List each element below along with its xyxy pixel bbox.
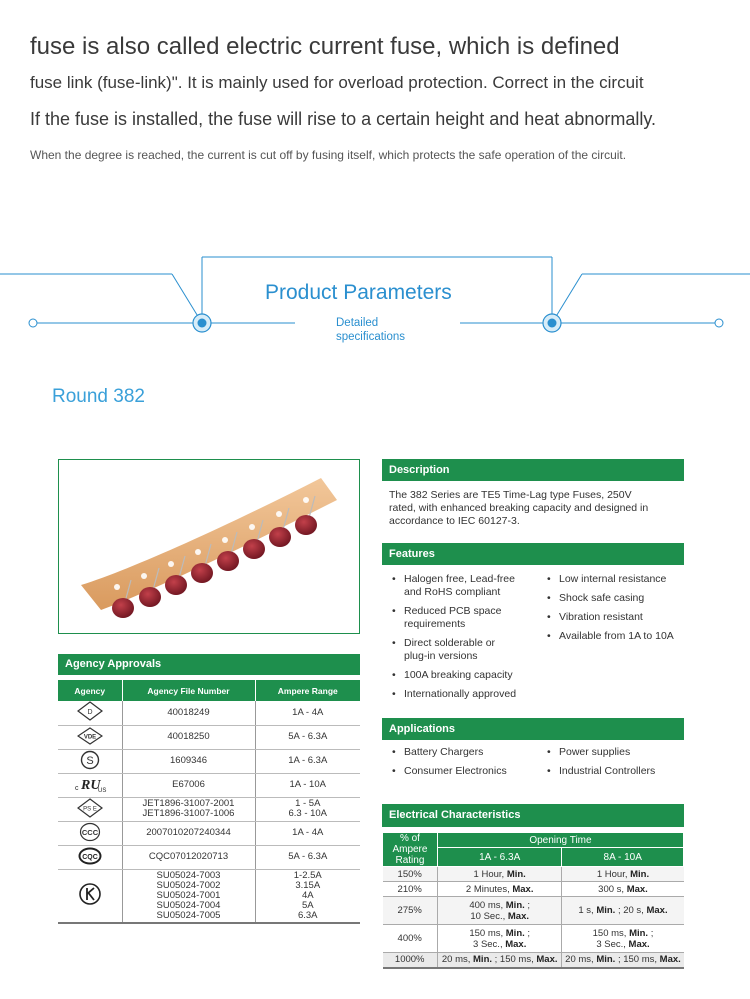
- file-number-line: E67006: [172, 779, 205, 790]
- table-row: [58, 797, 360, 821]
- cul-us-icon: [73, 774, 107, 797]
- limit-label: Max.: [536, 954, 558, 966]
- ampere-range: [255, 869, 360, 923]
- rating-header-line: % of: [399, 833, 420, 844]
- list-item-line: • Internationally approved: [404, 688, 517, 700]
- time-text: 150 ms,: [592, 927, 630, 939]
- list-item-line: requirements: [404, 618, 466, 630]
- time-line: [438, 939, 562, 950]
- list-item: [390, 637, 540, 663]
- opening-time-high: [562, 867, 684, 882]
- time-text: 2 Minutes,: [465, 883, 513, 895]
- ampere-range-line: 6.3A: [297, 909, 318, 921]
- time-line: [562, 869, 683, 880]
- features-list-right: [545, 573, 685, 649]
- limit-label: Min.: [596, 905, 616, 916]
- ampere-range-line: 4A: [301, 889, 314, 901]
- applications-list-left: [390, 746, 540, 784]
- agency-logo-cell: [58, 869, 122, 923]
- ampere-range-line: 1 - 5A: [295, 798, 321, 809]
- ampere-range-line: 1A - 4A: [292, 827, 324, 838]
- agency-col-header: Agency File Number: [122, 680, 255, 701]
- fuse-tape-image: [59, 460, 360, 634]
- intro-line-4: When the degree is reached, the current is cut off by fusing itself, which protects the safe operation of the circuit.: [30, 148, 627, 162]
- agency-logo-cell: [58, 821, 122, 845]
- limit-label: Min.: [596, 954, 616, 966]
- limit-label: Max.: [507, 910, 529, 922]
- limit-label: Max.: [628, 938, 650, 950]
- rating-percent: 210%: [383, 882, 438, 897]
- rating-percent: 275%: [383, 897, 438, 925]
- rating-header: [383, 833, 438, 867]
- description-line: accordance to IEC 60127-3.: [389, 515, 520, 527]
- features-list-left: [390, 573, 540, 707]
- time-text: 3 Sec.,: [596, 938, 629, 950]
- description-line: rated, with enhanced breaking capacity and designed in: [389, 502, 649, 514]
- opening-time-high: [562, 897, 684, 925]
- ampere-range-line: 5A - 6.3A: [288, 851, 328, 862]
- intro-line-3: If the fuse is installed, the fuse will rise to a certain height and heat abnormally.: [30, 109, 657, 129]
- list-item: [390, 669, 540, 682]
- file-number-line: SU05024-7002: [156, 879, 221, 891]
- table-row: [383, 897, 684, 925]
- list-item: [545, 611, 685, 624]
- time-text: ;: [524, 927, 531, 939]
- ampere-range: [255, 749, 360, 773]
- agency-file-number: [122, 845, 255, 869]
- list-item-line: • Low internal resistance: [559, 573, 667, 585]
- applications-heading: Applications: [382, 718, 684, 740]
- agency-file-number: [122, 821, 255, 845]
- time-text: 1 Hour,: [596, 868, 631, 880]
- time-line: [438, 911, 562, 922]
- agency-file-number: [122, 797, 255, 821]
- time-text: 20 ms,: [565, 954, 597, 966]
- file-number-line: SU05024-7005: [156, 909, 221, 921]
- opening-time-high: [562, 925, 684, 953]
- time-text: 150 ms,: [469, 927, 506, 939]
- agency-col-header: Agency: [58, 680, 122, 701]
- ampere-range-line: 6.3 - 10A: [288, 808, 328, 819]
- svg-text:c: c: [74, 784, 79, 792]
- time-line: [562, 884, 683, 895]
- time-text: ; 150 ms,: [492, 954, 537, 966]
- rating-header-line: Rating: [395, 855, 425, 866]
- list-item: [390, 605, 540, 631]
- time-text: 20 ms,: [441, 954, 474, 966]
- agency-file-number: [122, 869, 255, 923]
- list-item: • Industrial Controllers: [545, 765, 685, 778]
- list-item-line: • Vibration resistant: [559, 611, 643, 623]
- time-line: [438, 900, 562, 911]
- ampere-range: [255, 845, 360, 869]
- table-row: [58, 845, 360, 869]
- opening-time-low: [437, 897, 562, 925]
- series-title: Round 382: [52, 386, 145, 407]
- ampere-range-line: 5A: [301, 899, 314, 911]
- description-heading: Description: [382, 459, 684, 481]
- table-row: [58, 749, 360, 773]
- agency-logo-cell: [58, 773, 122, 797]
- electrical-table: [382, 832, 684, 969]
- limit-label: Min.: [506, 868, 526, 880]
- table-row: [58, 821, 360, 845]
- cqc-icon: [77, 846, 103, 869]
- time-line: [438, 884, 562, 895]
- list-item-line: • Available from 1A to 10A: [559, 630, 674, 642]
- section-title: Product Parameters: [265, 281, 452, 304]
- list-item: • Battery Chargers: [390, 746, 540, 759]
- list-item: [545, 592, 685, 605]
- opening-time-low: [437, 867, 562, 882]
- list-item-line: and RoHS compliant: [404, 586, 501, 598]
- rating-percent: 150%: [383, 867, 438, 882]
- agency-file-number: [122, 749, 255, 773]
- table-row: [383, 925, 684, 953]
- file-number-line: JET1896-31007-1006: [142, 808, 235, 819]
- agency-logo-cell: [58, 725, 122, 749]
- table-row: [58, 773, 360, 797]
- agency-col-header: Ampere Range: [255, 680, 360, 701]
- time-line: [562, 939, 683, 950]
- vde-icon: [77, 727, 103, 748]
- table-row: [58, 869, 360, 923]
- opening-time-low: [437, 925, 562, 953]
- ampere-range-line: 3.15A: [295, 879, 321, 891]
- list-item: [545, 630, 685, 643]
- file-number-line: JET1896-31007-2001: [142, 798, 235, 809]
- svg-text:CQC: CQC: [81, 853, 98, 861]
- time-text: ; 20 s,: [615, 905, 647, 916]
- list-item: • Consumer Electronics: [390, 765, 540, 778]
- table-row: [383, 867, 684, 882]
- time-line: [562, 928, 683, 939]
- ampere-range-line: 1A - 6.3A: [288, 755, 328, 766]
- table-row: [383, 882, 684, 897]
- time-line: [562, 905, 683, 916]
- list-item-line: plug-in versions: [404, 650, 478, 662]
- product-photo: [58, 459, 360, 634]
- limit-label: Min.: [505, 899, 525, 911]
- intro-line-2: fuse link (fuse-link)". It is mainly used for overload protection. Correct in the circuit: [30, 73, 644, 92]
- file-number-line: SU05024-7001: [156, 889, 221, 901]
- rating-percent: 1000%: [383, 953, 438, 968]
- rating-header-line: Ampere: [392, 844, 428, 855]
- limit-label: Min.: [630, 868, 650, 880]
- opening-time-high: [562, 882, 684, 897]
- list-item: • Power supplies: [545, 746, 685, 759]
- list-item-line: • 100A breaking capacity: [404, 669, 513, 681]
- description-line: The 382 Series are TE5 Time-Lag type Fuses, 250V: [389, 489, 632, 501]
- agency-file-number: [122, 701, 255, 725]
- section-subtitle-line: Detailed: [336, 317, 379, 329]
- limit-label: Max.: [512, 883, 534, 895]
- file-number-line: 2007010207240344: [146, 827, 231, 838]
- list-item-line: • Halogen free, Lead-free: [404, 573, 515, 585]
- time-text: 300 s,: [598, 883, 627, 895]
- table-row: [58, 725, 360, 749]
- time-text: 3 Sec.,: [473, 938, 506, 950]
- agency-heading: Agency Approvals: [58, 654, 360, 675]
- list-item: [390, 688, 540, 701]
- time-text: ;: [648, 927, 654, 939]
- range-header: 1A - 6.3A: [437, 848, 562, 867]
- ampere-range: [255, 821, 360, 845]
- ampere-range-line: 1A - 4A: [292, 706, 324, 718]
- table-row: [58, 701, 360, 725]
- svg-text:RU: RU: [80, 777, 101, 793]
- agency-logo-cell: [58, 845, 122, 869]
- semko-s-icon: [80, 750, 100, 773]
- limit-label: Min.: [629, 927, 649, 939]
- list-item: [545, 573, 685, 586]
- ampere-range-line: 5A - 6.3A: [288, 731, 328, 742]
- limit-label: Min.: [505, 927, 525, 939]
- ampere-range: [255, 725, 360, 749]
- file-number-line: 40018249: [167, 706, 210, 718]
- agency-logo-cell: [58, 749, 122, 773]
- ampere-range: [255, 701, 360, 725]
- description-text: [389, 489, 684, 528]
- svg-text:US: US: [97, 787, 107, 794]
- time-line: [562, 954, 683, 965]
- svg-text:D: D: [87, 709, 93, 717]
- svg-text:VDE: VDE: [83, 734, 96, 740]
- section-subtitle-line: specifications: [336, 331, 406, 343]
- limit-label: Min.: [473, 954, 493, 966]
- intro-line-1: fuse is also called electric current fuse, which is defined: [30, 33, 620, 60]
- ampere-range-line: 1A - 10A: [289, 779, 326, 790]
- limit-label: Max.: [505, 938, 527, 950]
- agency-file-number: [122, 725, 255, 749]
- svg-text:CCC: CCC: [81, 827, 98, 837]
- file-number-line: CQC07012020713: [148, 851, 229, 862]
- limit-label: Max.: [659, 954, 681, 966]
- time-text: 1 s,: [578, 905, 597, 916]
- agency-file-number: [122, 773, 255, 797]
- list-item-line: • Reduced PCB space: [404, 605, 502, 617]
- list-item-line: • Direct solderable or: [404, 637, 496, 649]
- ampere-range: [255, 773, 360, 797]
- features-heading: Features: [382, 543, 684, 565]
- right-node-icon: [543, 314, 561, 332]
- time-text: 400 ms,: [469, 899, 506, 911]
- time-line: [438, 869, 562, 880]
- file-number-line: 40018250: [167, 731, 210, 742]
- electrical-heading: Electrical Characteristics: [382, 804, 684, 827]
- time-text: ; 150 ms,: [615, 954, 660, 966]
- time-text: 1 Hour,: [473, 868, 507, 880]
- agency-logo-cell: [58, 701, 122, 725]
- agency-table: [58, 680, 360, 924]
- opening-time-low: [437, 953, 562, 968]
- time-text: 10 Sec.,: [470, 910, 508, 922]
- time-text: ;: [524, 899, 531, 911]
- ampere-range-line: 1-2.5A: [293, 869, 322, 881]
- ampere-range: [255, 797, 360, 821]
- list-item: [390, 573, 540, 599]
- ccc-icon: [79, 822, 101, 845]
- section-subtitle: [336, 316, 436, 344]
- opening-time-low: [437, 882, 562, 897]
- limit-label: Max.: [626, 883, 648, 895]
- svg-text:S: S: [86, 754, 94, 767]
- opening-time-high: [562, 953, 684, 968]
- file-number-line: SU05024-7003: [156, 869, 221, 881]
- opening-time-header: Opening Time: [437, 833, 683, 848]
- list-item-line: • Shock safe casing: [559, 592, 645, 604]
- applications-list-right: [545, 746, 685, 784]
- file-number-line: 1609346: [170, 755, 207, 766]
- agency-logo-cell: [58, 797, 122, 821]
- pse-icon: [77, 798, 103, 821]
- time-line: [438, 954, 562, 965]
- range-header: 8A - 10A: [562, 848, 684, 867]
- limit-label: Max.: [646, 905, 668, 916]
- k-mark-icon: [78, 882, 102, 909]
- vde-d-icon: [77, 701, 103, 724]
- svg-text:PS E: PS E: [82, 806, 97, 812]
- table-row: [383, 953, 684, 968]
- rating-percent: 400%: [383, 925, 438, 953]
- file-number-line: SU05024-7004: [156, 899, 221, 911]
- time-line: [438, 928, 562, 939]
- left-node-icon: [193, 314, 211, 332]
